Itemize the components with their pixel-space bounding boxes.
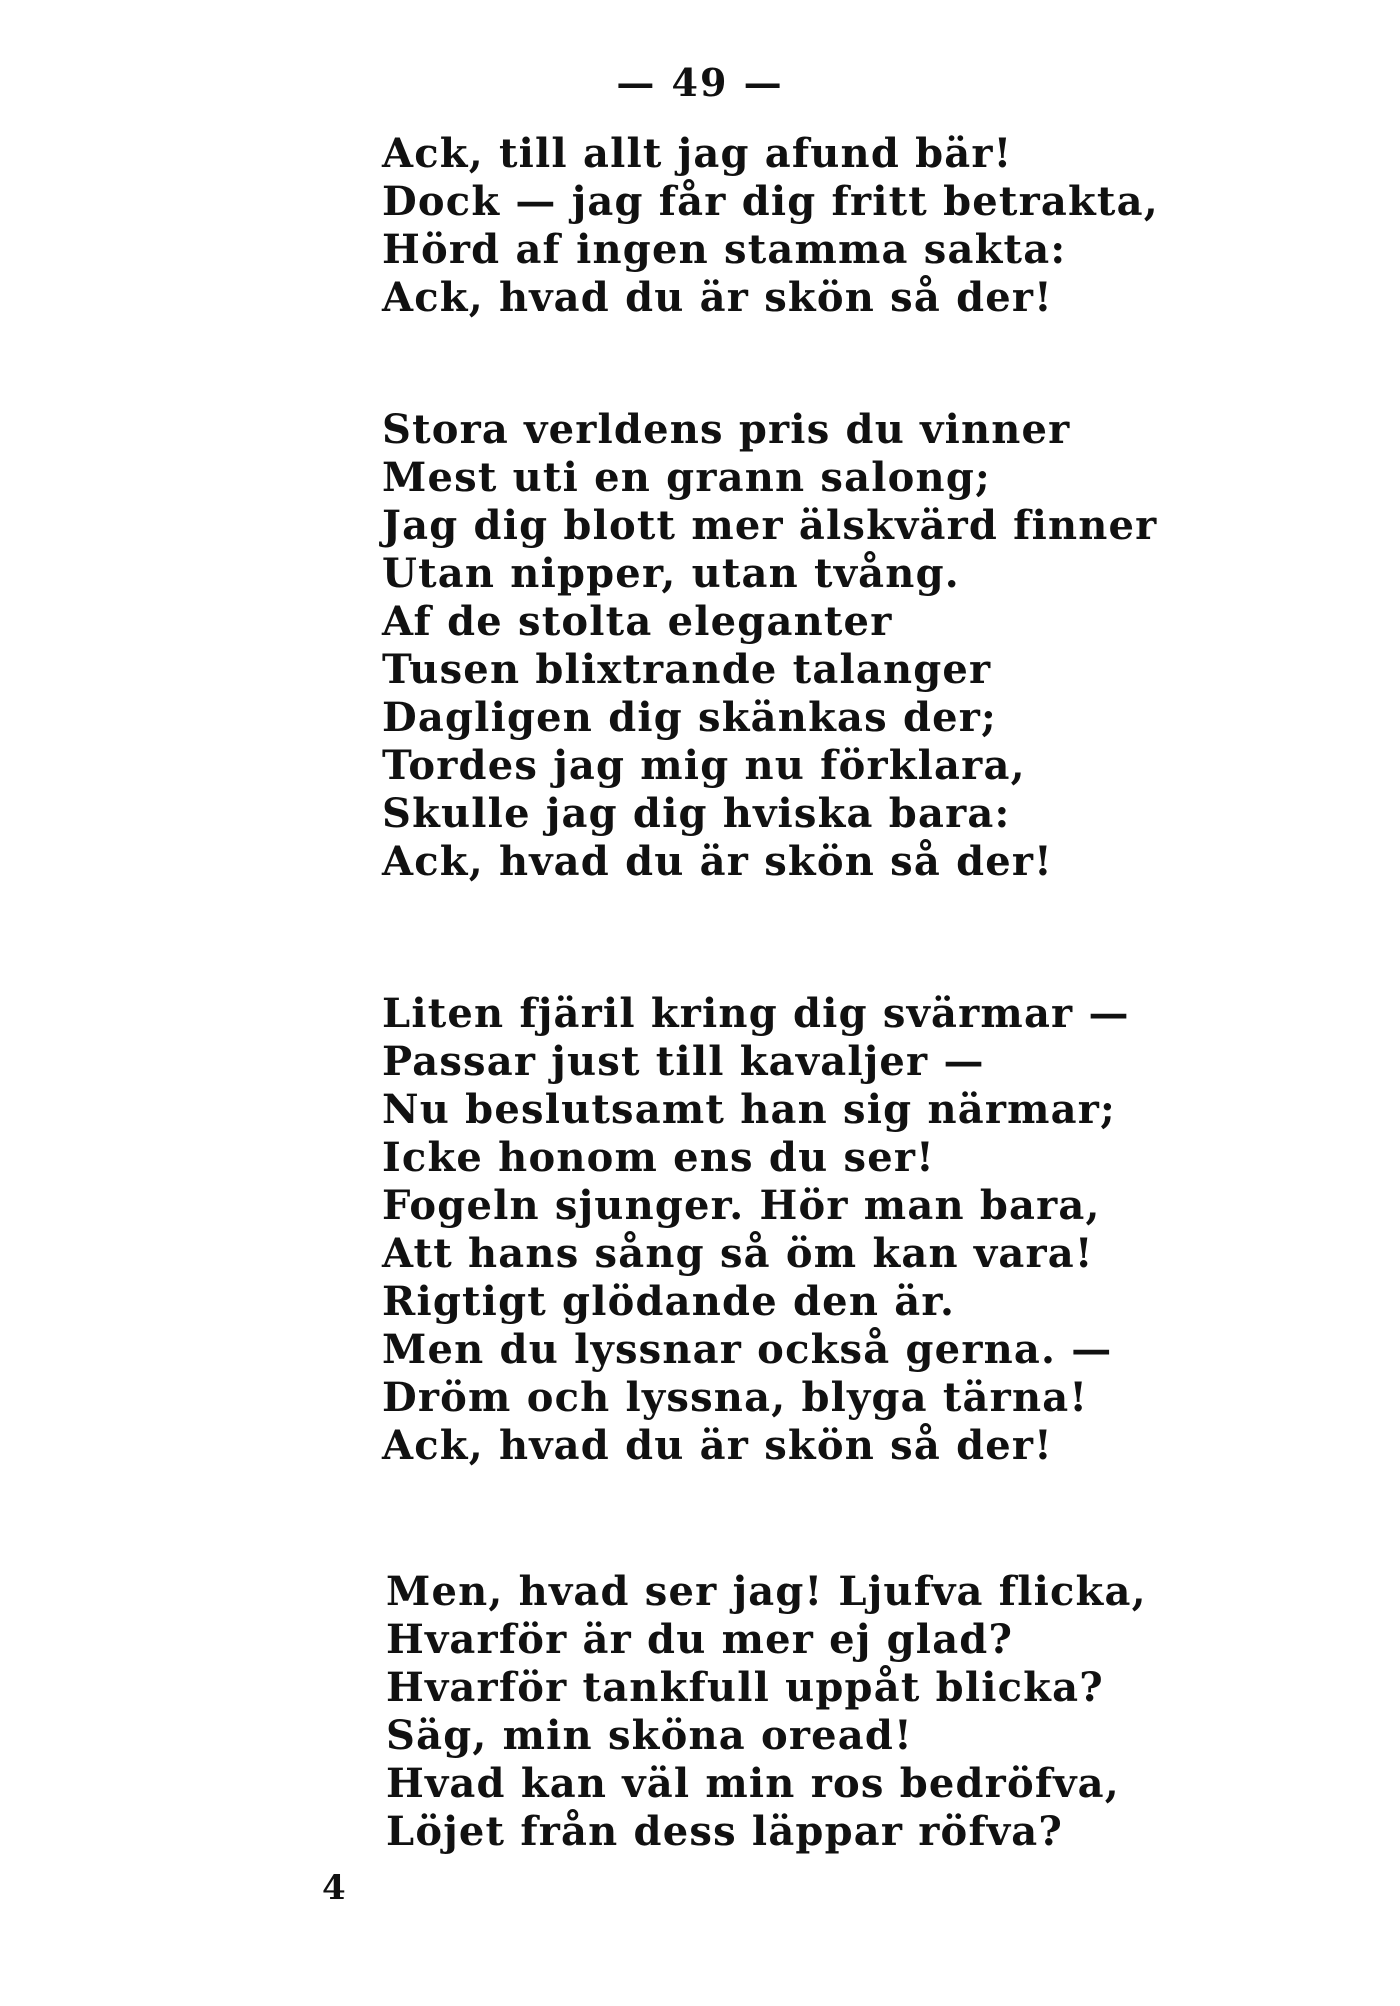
stanza-4	[386, 1568, 1147, 1856]
verse-line: Utan nipper, utan tvång.	[382, 550, 960, 597]
verse-line: Säg, min sköna oread!	[386, 1712, 913, 1759]
verse-line: Men, hvad ser jag! Ljufva flicka,	[386, 1568, 1147, 1615]
verse-line: Ack, hvad du är skön så der!	[382, 1422, 1053, 1469]
verse-line: Dock — jag får dig fritt betrakta,	[382, 178, 1159, 225]
verse-line: Ack, hvad du är skön så der!	[382, 274, 1053, 321]
verse-line: Af de stolta eleganter	[382, 598, 893, 645]
verse-line: Liten fjäril kring dig svärmar —	[382, 990, 1130, 1037]
verse-line: Tordes jag mig nu förklara,	[382, 742, 1026, 789]
verse-line: Hvarför är du mer ej glad?	[386, 1616, 1014, 1663]
verse-line: Hvad kan väl min ros bedröfva,	[386, 1760, 1120, 1807]
verse-line: Löjet från dess läppar röfva?	[386, 1808, 1064, 1855]
verse-line: Fogeln sjunger. Hör man bara,	[382, 1182, 1101, 1229]
verse-line: Nu beslutsamt han sig närmar;	[382, 1086, 1116, 1133]
verse-line: Att hans sång så öm kan vara!	[382, 1230, 1094, 1277]
stanza-2	[382, 406, 1157, 886]
page-number: — 49 —	[616, 60, 784, 105]
verse-line: Icke honom ens du ser!	[382, 1134, 935, 1181]
verse-line: Mest uti en grann salong;	[382, 454, 991, 501]
verse-line: Ack, till allt jag afund bär!	[382, 130, 1013, 177]
signature-mark: 4	[322, 1868, 346, 1908]
stanza-3	[382, 990, 1130, 1470]
verse-line: Dröm och lyssna, blyga tärna!	[382, 1374, 1089, 1421]
verse-line: Rigtigt glödande den är.	[382, 1278, 956, 1325]
verse-line: Hvarför tankfull uppåt blicka?	[386, 1664, 1104, 1711]
verse-line: Dagligen dig skänkas der;	[382, 694, 998, 741]
verse-line: Passar just till kavaljer —	[382, 1038, 985, 1085]
verse-line: Stora verldens pris du vinner	[382, 406, 1071, 453]
verse-line: Jag dig blott mer älskvärd finner	[382, 502, 1158, 549]
stanza-1	[382, 130, 1159, 322]
verse-line: Hörd af ingen stamma sakta:	[382, 226, 1067, 273]
verse-line: Tusen blixtrande talanger	[382, 646, 992, 693]
verse-line: Ack, hvad du är skön så der!	[382, 838, 1053, 885]
verse-line: Skulle jag dig hviska bara:	[382, 790, 1011, 837]
verse-line: Men du lyssnar också gerna. —	[382, 1326, 1113, 1373]
